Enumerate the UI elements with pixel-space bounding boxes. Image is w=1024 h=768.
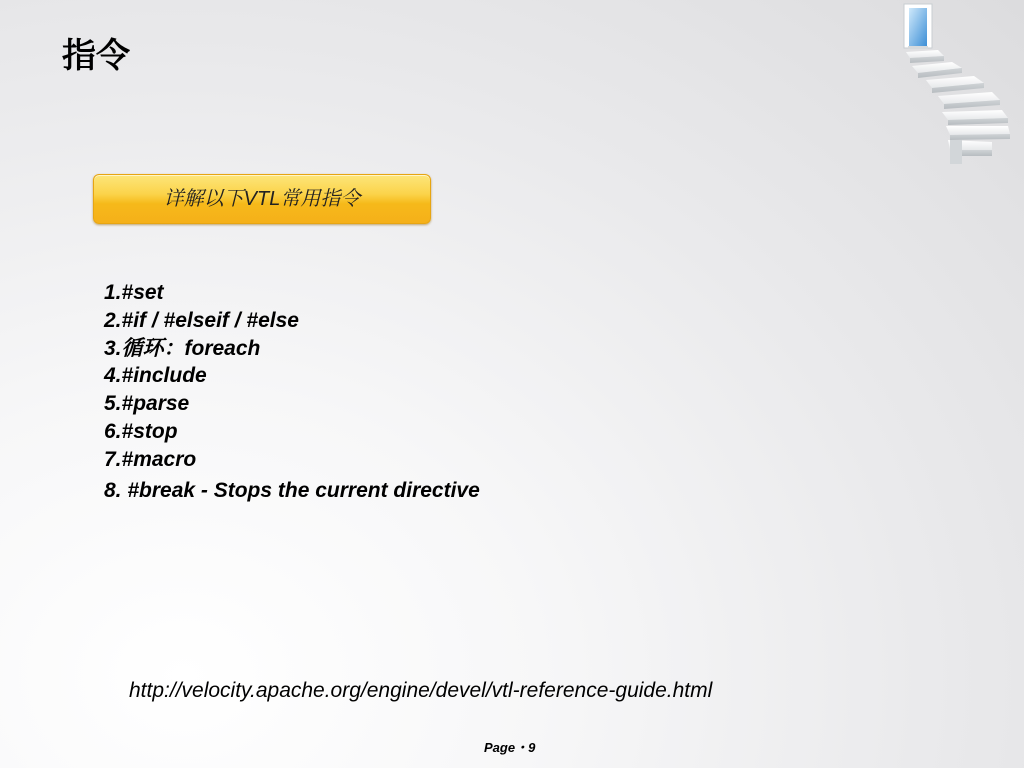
banner-label: 详解以下VTL常用指令 bbox=[163, 188, 361, 210]
section-banner bbox=[93, 174, 431, 224]
list-item: 4.#include bbox=[104, 364, 207, 388]
list-item: 7.#macro bbox=[104, 447, 197, 471]
list-item: 2.#if / #elseif / #else bbox=[104, 308, 299, 332]
reference-link[interactable]: http://velocity.apache.org/engine/devel/vtl-reference-guide.html bbox=[129, 679, 713, 702]
list-item: 1.#set bbox=[104, 281, 164, 304]
page-number: Page・9 bbox=[484, 740, 536, 755]
list-item: 8. #break - Stops the current directive bbox=[104, 478, 480, 502]
directive-list bbox=[104, 279, 480, 504]
slide-title: 指令 bbox=[62, 37, 130, 75]
list-item: 3.循环：foreach bbox=[104, 336, 261, 360]
list-item: 5.#parse bbox=[104, 392, 190, 416]
list-item: 6.#stop bbox=[104, 419, 178, 443]
staircase-image bbox=[892, 0, 1024, 165]
